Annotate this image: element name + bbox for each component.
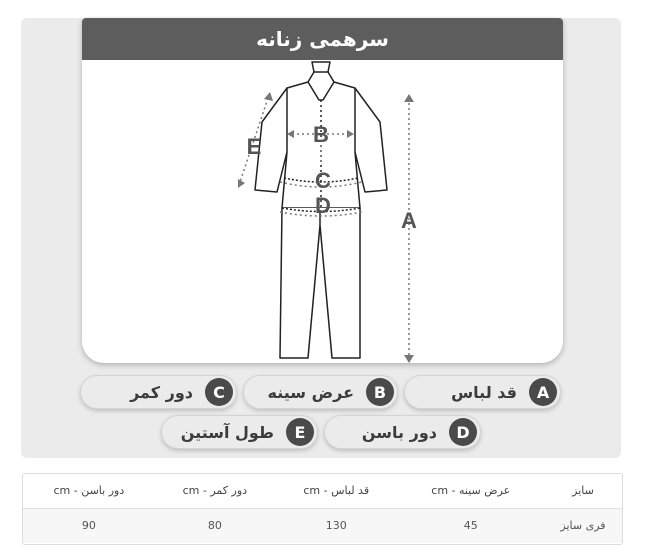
marker-a: A: [401, 208, 417, 233]
col-header-waist: دور کمر - cm: [182, 484, 248, 498]
cell-size: فری سایز: [560, 519, 606, 533]
legend-label-c: دور کمر: [130, 382, 193, 402]
col-header-chest: عرض سینه - cm: [431, 484, 511, 498]
legend-label-b: عرض سینه: [267, 382, 354, 402]
cell-hip: 90: [81, 519, 96, 533]
legend-item-b: [243, 375, 398, 409]
col-header-size: سایز: [572, 484, 594, 498]
table-row: [23, 508, 622, 543]
legend-item-c: [80, 375, 237, 409]
legend-item-d: [324, 415, 481, 449]
legend-badge-b: B: [366, 378, 394, 406]
legend-label-d: دور باسن: [361, 422, 437, 442]
col-header-hip: دور باسن - cm: [53, 484, 125, 498]
legend-item-a: [404, 375, 561, 409]
legend-badge-d: D: [449, 418, 477, 446]
garment-card: [82, 18, 563, 363]
size-table: [22, 473, 623, 545]
legend-badge-c: C: [205, 378, 233, 406]
legend-item-e: [161, 415, 318, 449]
table-header-row: [23, 474, 622, 508]
cell-chest: 45: [463, 519, 478, 533]
legend-badge-a: A: [529, 378, 557, 406]
legend-label-e: طول آستین: [180, 422, 274, 442]
marker-e: E: [246, 134, 262, 159]
marker-d: D: [315, 193, 331, 218]
marker-b: B: [313, 122, 329, 147]
jumpsuit-diagram: [82, 60, 563, 363]
cell-waist: 80: [207, 519, 222, 533]
legend-label-a: قد لباس: [451, 382, 517, 402]
col-header-length: قد لباس - cm: [303, 484, 370, 498]
marker-c: C: [315, 168, 331, 193]
legend-badge-e: E: [286, 418, 314, 446]
card-title: سرهمی زنانه: [82, 18, 563, 60]
cell-length: 130: [325, 519, 347, 533]
